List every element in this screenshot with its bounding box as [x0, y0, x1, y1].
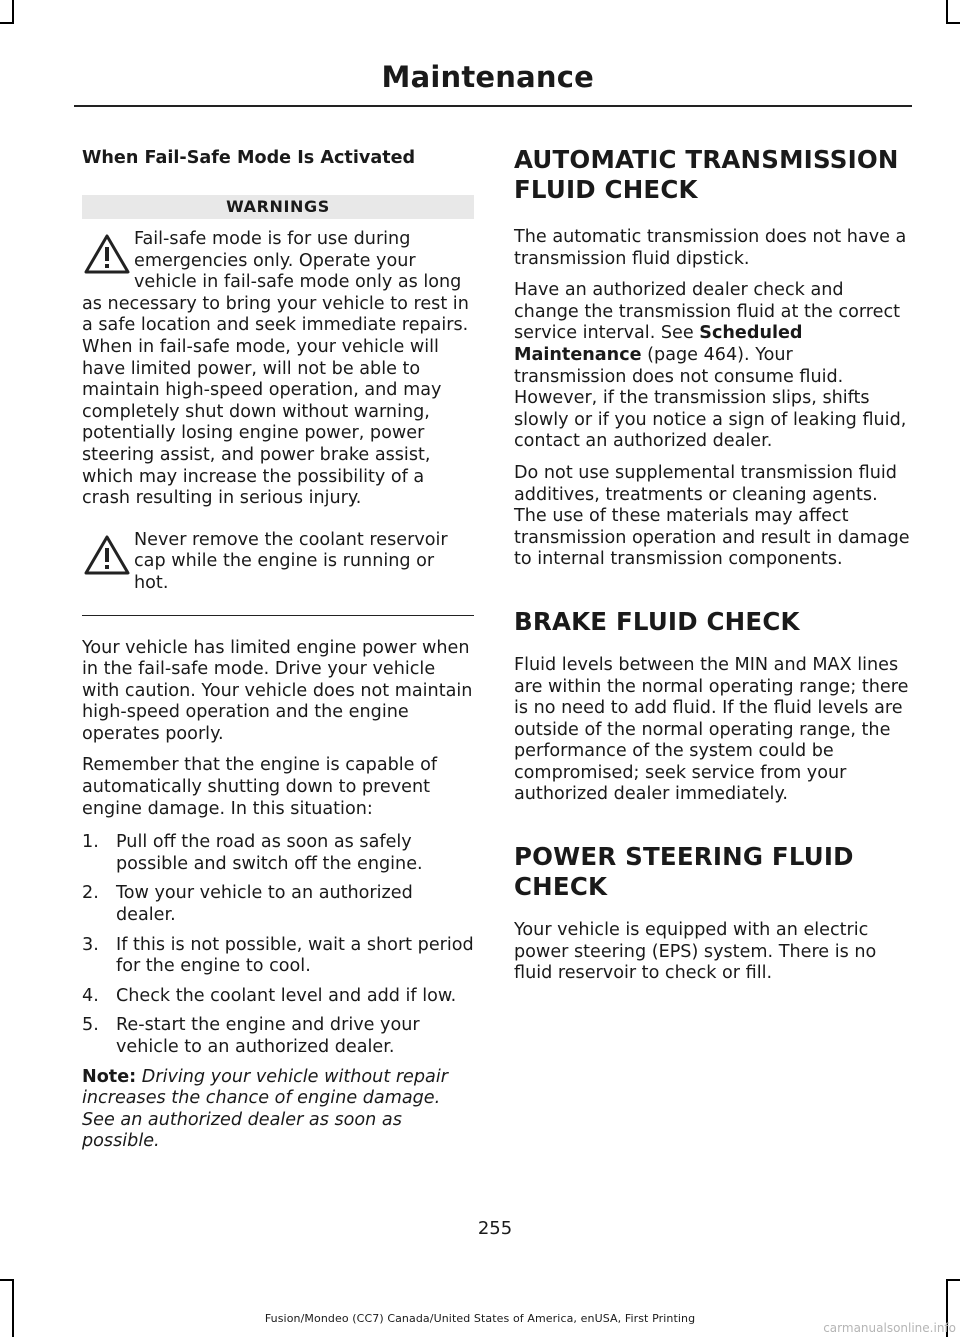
list-item: 4. Check the coolant level and add if low. — [82, 985, 457, 1006]
warning-triangle-icon — [84, 534, 130, 576]
paragraph: Have an authorized dealer check and change the transmission fluid at the correct service interval. See Scheduled Maintenance (page 464). Your transmission does not consume fluid. However, if the transmission slips, shifts slowly or if you notice a sign of leaking fluid, contact an authorized dealer. — [514, 280, 907, 452]
paragraph: Fluid levels between the MIN and MAX lines are within the normal operating range; there is no need to add fluid. If the fluid levels are outside of the normal operating range, the performance of the system could be compromised; seek service from your authorized dealer immediately. — [514, 654, 909, 805]
warnings-end-rule — [82, 615, 474, 616]
crop-mark — [0, 22, 14, 24]
list-item: 5. Re-start the engine and drive your vehicle to an authorized dealer. — [82, 1015, 420, 1057]
left-column — [82, 145, 474, 1153]
section-heading-power-steering: POWER STEERING FLUID CHECK — [514, 842, 854, 902]
header-rule — [74, 105, 912, 107]
section-heading-atf: AUTOMATIC TRANSMISSION FLUID CHECK — [514, 145, 899, 204]
paragraph: Do not use supplemental transmission fluid additives, treatments or cleaning agents. The use of these materials may affect transmission operation and result in damage to internal transmission components. — [514, 462, 910, 570]
warning-item — [82, 530, 474, 595]
scheduled-maintenance-link[interactable]: Scheduled Maintenance — [514, 323, 803, 365]
steps-list — [82, 832, 474, 1058]
paragraph: The automatic transmission does not have a transmission fluid dipstick. — [514, 227, 907, 269]
warning-text: Never remove the coolant reservoir cap while the engine is running or hot. — [134, 529, 448, 593]
page-title: Maintenance — [381, 60, 594, 94]
footer-text: Fusion/Mondeo (CC7) Canada/United States of America, enUSA, First Printing — [264, 1312, 696, 1325]
crop-mark — [946, 1279, 960, 1281]
paragraph: Your vehicle has limited engine power when in the fail-safe mode. Drive your vehicle with caution. Your vehicle does not maintain high-speed operation and the engine operates poorly. — [82, 637, 473, 744]
warnings-band: WARNINGS — [82, 195, 474, 219]
list-item: 3. If this is not possible, wait a short period for the engine to cool. — [82, 934, 474, 977]
list-item: 2. Tow your vehicle to an authorized dealer. — [82, 883, 413, 926]
crop-mark — [946, 22, 960, 24]
right-column — [514, 145, 910, 985]
list-item: 1. Pull off the road as soon as safely possible and switch off the engine. — [82, 832, 423, 874]
warning-text: Fail-safe mode is for use during emergencies only. Operate your vehicle in fail-safe mode only as long as necessary to bring your vehicle to rest in a safe location and seek immediate repairs. When in fail-safe mode, your vehicle will have limited power, will not be able to maintain high-speed operation, and may completely shut down without warning, potentially losing engine power, power steering assist, and power brake assist, which may increase the possibility of a crash resulting in serious injury. — [82, 229, 469, 509]
note — [82, 1067, 474, 1153]
crop-mark — [0, 1279, 14, 1281]
paragraph: Remember that the engine is capable of automatically shutting down to prevent engine damage. In this situation: — [82, 755, 438, 819]
paragraph: Your vehicle is equipped with an electric power steering (EPS) system. There is no fluid reservoir to check or fill. — [514, 920, 877, 984]
section-heading-brake: BRAKE FLUID CHECK — [514, 606, 800, 636]
note-label: Note: — [82, 1066, 137, 1087]
crop-mark — [12, 1281, 14, 1337]
crop-mark — [12, 0, 14, 22]
watermark: carmanualsonline.info — [823, 1321, 956, 1335]
fail-safe-subheading: When Fail-Safe Mode Is Activated — [82, 148, 416, 168]
page-number: 255 — [477, 1218, 513, 1239]
crop-mark — [946, 0, 948, 22]
warning-item — [82, 229, 474, 510]
note-text: Driving your vehicle without repair increases the chance of engine damage. See an authorized dealer as soon as possible. — [82, 1066, 448, 1152]
warning-triangle-icon — [84, 233, 130, 275]
